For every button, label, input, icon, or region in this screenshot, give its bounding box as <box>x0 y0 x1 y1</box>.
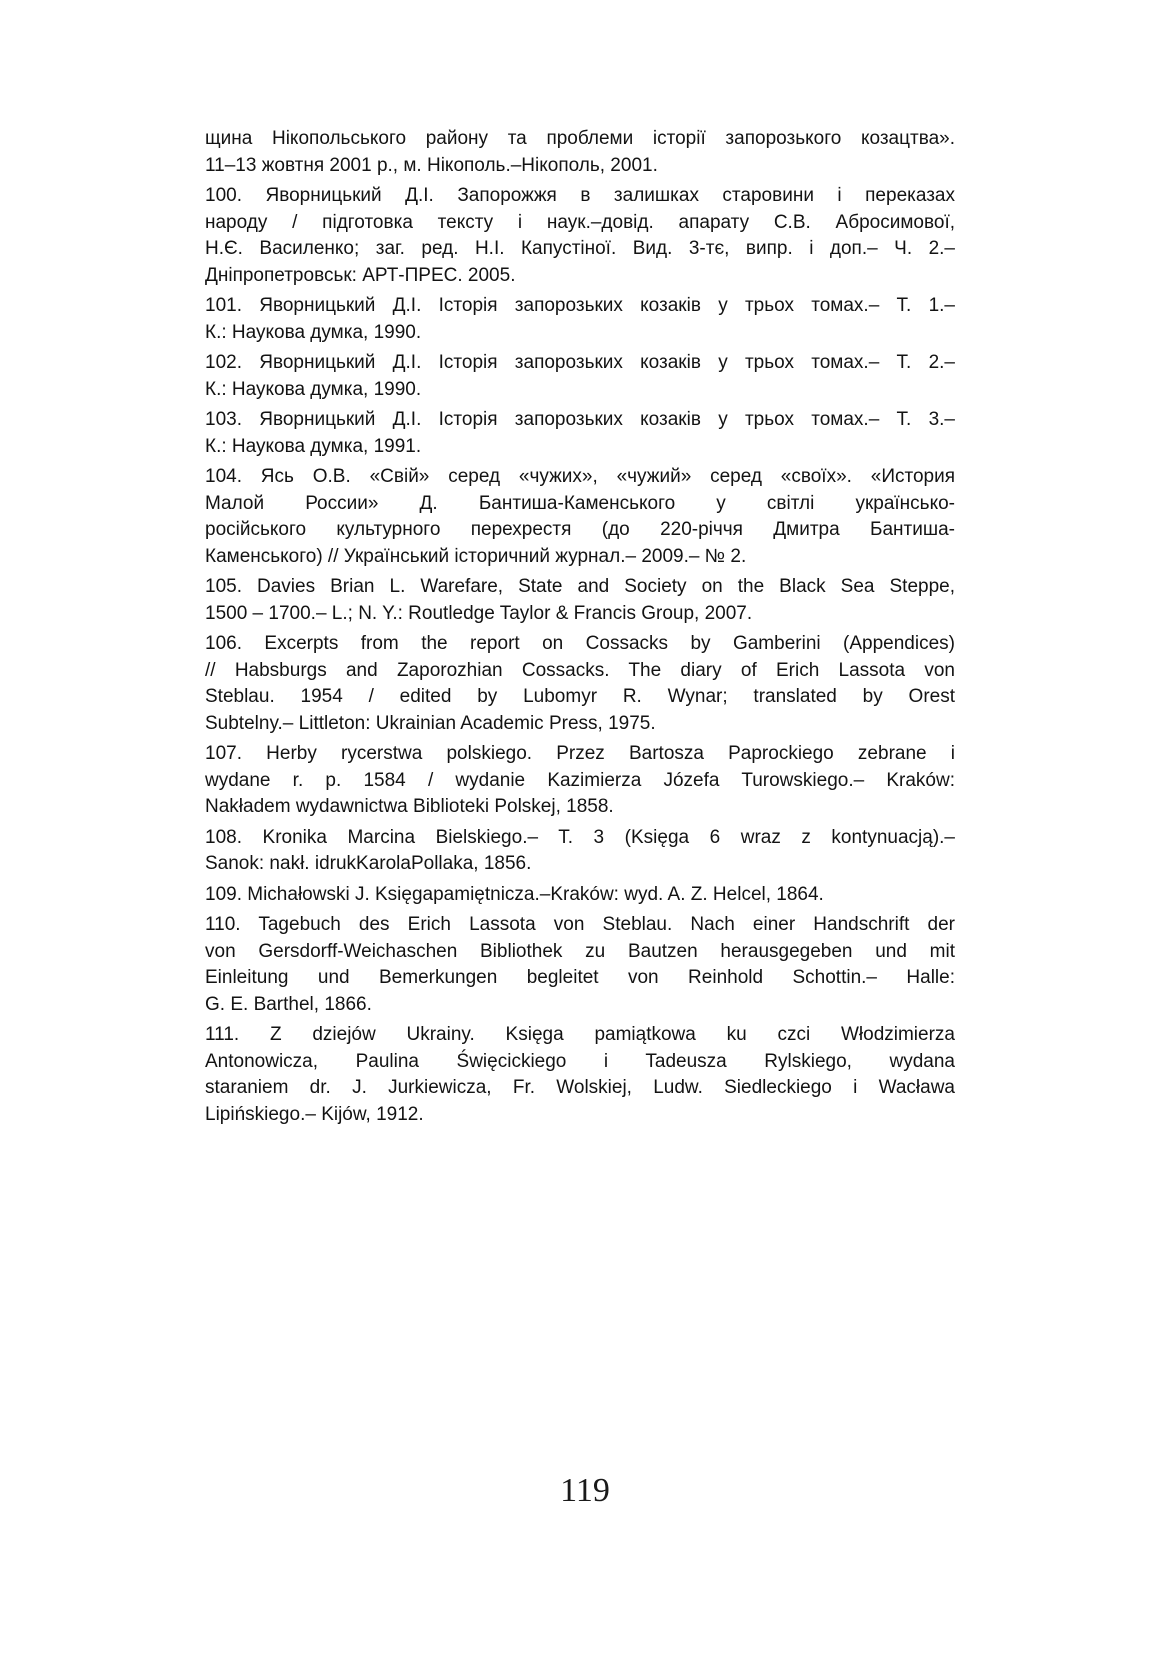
bibliography-entry <box>205 126 955 179</box>
bibliography-entry <box>205 1022 955 1128</box>
text-line: // Habsburgs and Zaporozhian Cossacks. The diary of Erich Lassota von <box>205 659 955 681</box>
bibliography-entry <box>205 293 955 346</box>
text-line: 107. Herby rycerstwa polskiego. Przez Bartosza Paprockiego zebrane i <box>205 743 955 764</box>
bibliography-entry <box>205 631 955 737</box>
text-line: 106. Excerpts from the report on Cossacks by Gamberini (Appendices) <box>205 633 955 654</box>
text-line: von Gersdorff-Weichaschen Bibliothek zu Bautzen herausgegeben und mit <box>205 940 955 962</box>
text-line: Малой России» Д. Бантиша-Каменського у світлі українсько- <box>205 492 955 514</box>
text-line: 100. Яворницький Д.І. Запорожжя в залишках старовини і переказах <box>205 185 955 206</box>
text-line: К.: Наукова думка, 1990. <box>205 378 422 400</box>
text-line: 11–13 жовтня 2001 р., м. Нікополь.–Нікополь, 2001. <box>205 154 658 176</box>
text-line: народу / підготовка тексту і наук.–довід. апарату С.В. Абросимової, <box>205 211 955 233</box>
bibliography <box>205 126 955 1128</box>
text-line: Lipińskiego.– Kijów, 1912. <box>205 1103 424 1125</box>
bibliography-entry <box>205 882 955 909</box>
text-line: G. E. Barthel, 1866. <box>205 993 372 1015</box>
text-line: 102. Яворницький Д.І. Історія запорозьких козаків у трьох томах.– Т. 2.– <box>205 352 955 373</box>
text-line: Н.Є. Василенко; заг. ред. Н.І. Капустіної. Вид. 3-тє, випр. і доп.– Ч. 2.– <box>205 238 955 259</box>
page-number: 119 <box>560 1472 610 1509</box>
text-line: Nakładem wydawnictwa Biblioteki Polskej, 1858. <box>205 796 614 817</box>
text-line: Antonowicza, Paulina Święcickiego i Tadeusza Rylskiego, wydana <box>205 1050 955 1072</box>
text-line: Каменського) // Український історичний журнал.– 2009.– № 2. <box>205 545 747 567</box>
bibliography-entry <box>205 183 955 289</box>
text-line: Дніпропетровськ: АРТ-ПРЕС. 2005. <box>205 264 516 286</box>
text-line: Subtelny.– Littleton: Ukrainian Academic Press, 1975. <box>205 712 656 734</box>
text-line: російського культурного перехрестя (до 220-річчя Дмитра Бантиша- <box>205 519 955 540</box>
bibliography-entry <box>205 407 955 460</box>
text-line: wydane r. p. 1584 / wydanie Kazimierza Józefa Turowskiego.– Kraków: <box>205 769 955 791</box>
text-line: К.: Наукова думка, 1990. <box>205 321 422 343</box>
text-line: 104. Ясь О.В. «Свій» серед «чужих», «чужий» серед «своїх». «История <box>205 466 955 487</box>
bibliography-entry <box>205 464 955 570</box>
text-line: 103. Яворницький Д.І. Історія запорозьких козаків у трьох томах.– Т. 3.– <box>205 409 955 430</box>
text-line: Sanok: nakł. idrukKarolaPollaka, 1856. <box>205 853 532 874</box>
text-line: staraniem dr. J. Jurkiewicza, Fr. Wolskiej, Ludw. Siedleckiego i Wacława <box>205 1077 955 1098</box>
bibliography-entry <box>205 574 955 627</box>
bibliography-entry <box>205 741 955 821</box>
text-line: 101. Яворницький Д.І. Історія запорозьких козаків у трьох томах.– Т. 1.– <box>205 295 955 316</box>
bibliography-entry <box>205 350 955 403</box>
text-line: Einleitung und Bemerkungen begleitet von Reinhold Schottin.– Halle: <box>205 967 955 988</box>
text-line: Steblau. 1954 / edited by Lubomyr R. Wynar; translated by Orest <box>205 686 955 707</box>
text-line: 1500 – 1700.– L.; N. Y.: Routledge Taylor & Francis Group, 2007. <box>205 602 753 624</box>
bibliography-entry <box>205 912 955 1018</box>
text-line: К.: Наукова думка, 1991. <box>205 435 422 457</box>
text-line: 110. Tagebuch des Erich Lassota von Steblau. Nach einer Handschrift der <box>205 914 955 935</box>
bibliography-entry <box>205 825 955 878</box>
text-line: 111. Z dziejów Ukrainy. Księga pamiątkowa ku czci Włodzimierza <box>205 1024 955 1045</box>
text-line: 108. Kronika Marcina Bielskiego.– T. 3 (Księga 6 wraz z kontynuacją).– <box>205 826 955 848</box>
text-line: щина Нікопольського району та проблеми історії запорозького козацтва». <box>205 128 955 149</box>
text-line: 105. Davies Brian L. Warefare, State and Society on the Black Sea Steppe, <box>205 576 955 597</box>
text-line: 109. Michałowski J. Księgapamiętnicza.–Kraków: wyd. A. Z. Helcel, 1864. <box>205 883 824 905</box>
